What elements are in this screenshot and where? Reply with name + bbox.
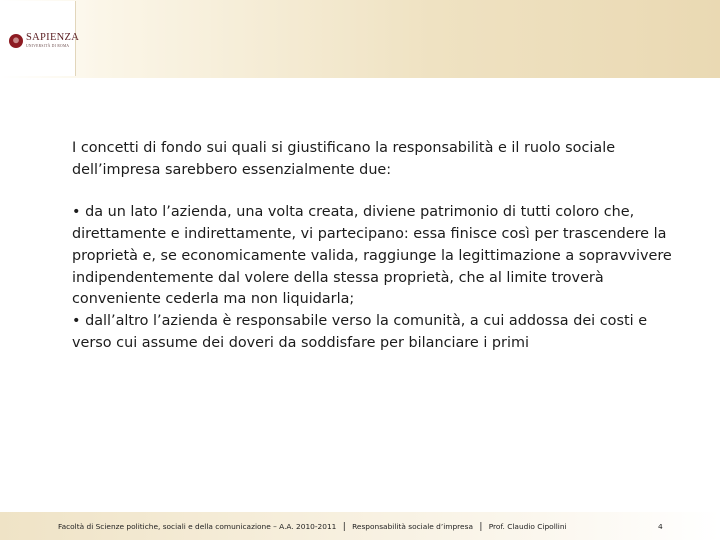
bullet-paragraph-2: • dall’altro l’azienda è responsabile verso la comunità, a cui addossa dei costi e verso cui assume dei doveri da soddisfare per bilanciare i primi [72, 312, 648, 351]
intro-paragraph: I concetti di fondo sui quali si giustificano la responsabilità e il ruolo sociale dell’impresa sarebbero essenzialmente due: [72, 140, 616, 178]
header-band [0, 0, 720, 78]
bullet-paragraph-1: • da un lato l’azienda, una volta creata, diviene patrimonio di tutti coloro che, direttamente e indirettamente, vi partecipano: essa finisce così per trascendere la proprietà e, se economicamente valida, raggiunge la legittimazione a sopravvivere indipendentemente dal volere della stessa proprietà, che al limite troverà conveniente cederla ma non liquidarla; [72, 204, 672, 308]
university-seal-icon [9, 34, 23, 48]
university-logo [1, 1, 80, 76]
footer-separator-1: | [342, 522, 346, 532]
slide-body [72, 138, 672, 354]
footer-band [0, 512, 720, 540]
page-number: 4 [658, 522, 663, 531]
footer-faculty: Facoltà di Scienze politiche, sociali e della comunicazione – A.A. 2010-2011 [58, 522, 337, 531]
footer-separator-2: | [479, 522, 483, 532]
footer-course: Responsabilità sociale d’impresa [352, 522, 473, 531]
logo-name: SAPIENZA [26, 32, 80, 43]
footer-professor: Prof. Claudio Cipollini [488, 522, 567, 531]
logo-subtitle: UNIVERSITÀ DI ROMA [26, 44, 70, 48]
footer-text [58, 522, 567, 532]
